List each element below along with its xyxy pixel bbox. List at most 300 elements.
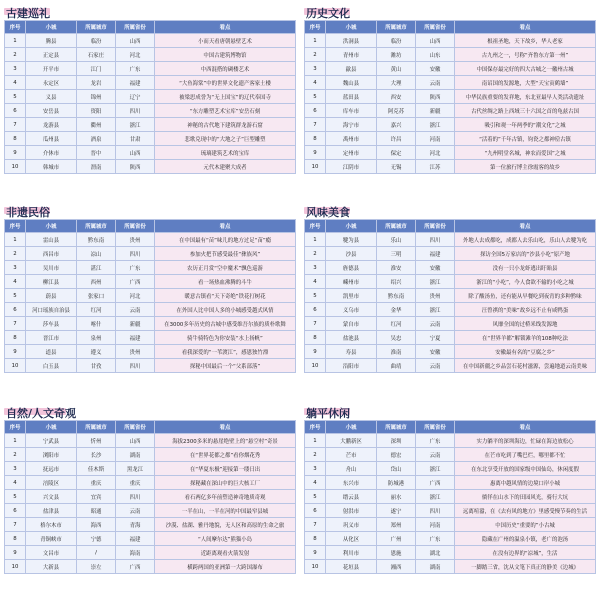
cell-highlight: 在外国人比中国人多的小城感受越式风情 [155, 303, 296, 317]
section-title [304, 201, 596, 219]
cell-town: 河口瑶族自治县 [26, 303, 77, 317]
cell-no: 6 [5, 303, 26, 317]
cell-highlight: 琉璃建筑艺术的宝库 [155, 146, 296, 160]
cell-highlight: 隐藏在广州的温泉小镇，老广的泡汤 [455, 532, 596, 546]
cell-highlight: “大鱼海棠”中的世界文化遗产客家土楼 [155, 76, 296, 90]
header-city: 所属城市 [77, 421, 116, 434]
cell-city: 凉山 [77, 247, 116, 261]
cell-no: 7 [305, 118, 326, 132]
table-row [5, 462, 296, 476]
cell-city: 酒泉 [77, 132, 116, 146]
cell-no: 9 [305, 546, 326, 560]
cell-city: 宜宾 [77, 490, 116, 504]
table-row [305, 233, 596, 247]
cell-town: 瓜州县 [26, 132, 77, 146]
section-title [4, 201, 296, 219]
header-town: 小城 [326, 21, 377, 34]
cell-province: 浙江 [416, 462, 455, 476]
cell-city: 曲靖 [377, 359, 416, 373]
cell-city: 佳木斯 [77, 462, 116, 476]
table-row [5, 90, 296, 104]
cell-city: 西安 [377, 90, 416, 104]
table-row [5, 518, 296, 532]
table-row [5, 504, 296, 518]
cell-town: 歙县 [326, 62, 377, 76]
cell-province: 浙江 [416, 303, 455, 317]
header-highlight: 看点 [155, 421, 296, 434]
cell-province: 四川 [116, 490, 155, 504]
cell-province: 山西 [116, 34, 155, 48]
cell-highlight: 在中国最有“苗”味儿的地方过足“苗”瘾 [155, 233, 296, 247]
section-title-text: 古建巡礼 [6, 7, 50, 20]
cell-city: 岱山 [377, 462, 416, 476]
table-row [5, 247, 296, 261]
header-highlight: 看点 [155, 220, 296, 233]
cell-town: 大新县 [26, 560, 77, 574]
cell-province: 贵州 [416, 289, 455, 303]
cell-town: 大鹏新区 [326, 434, 377, 448]
cell-no: 7 [5, 518, 26, 532]
cell-no: 8 [305, 532, 326, 546]
cell-city: 黄山 [377, 62, 416, 76]
cell-city: 德宏 [377, 448, 416, 462]
table-row [305, 62, 596, 76]
header-no: 序号 [305, 421, 326, 434]
cell-no: 1 [5, 233, 26, 247]
table-row [5, 345, 296, 359]
cell-city: 临汾 [377, 34, 416, 48]
cell-province: 广西 [416, 476, 455, 490]
cell-city: 资阳 [77, 104, 116, 118]
cell-town: 开平市 [26, 62, 77, 76]
town-table [4, 420, 296, 574]
cell-town: 犍为县 [326, 233, 377, 247]
cell-no: 8 [5, 532, 26, 546]
cell-city: 广州 [377, 532, 416, 546]
town-table [304, 420, 596, 574]
cell-city: 红河 [377, 317, 416, 331]
cell-town: 蔚县 [26, 289, 77, 303]
cell-town: 嵊州市 [326, 275, 377, 289]
cell-city: 无锡 [377, 160, 416, 174]
section-ancient-architecture [4, 2, 296, 174]
cell-town: 禹州市 [326, 132, 377, 146]
cell-town: 旌德县 [326, 261, 377, 275]
section-history-culture [304, 2, 596, 174]
cell-province: 福建 [116, 331, 155, 345]
cell-city: 江门 [77, 62, 116, 76]
town-table [304, 219, 596, 373]
cell-province: 云南 [116, 504, 155, 518]
cell-city: 长沙 [77, 448, 116, 462]
header-city: 所属城市 [377, 220, 416, 233]
table-row [305, 560, 596, 574]
cell-highlight: 风靡全国的过桥米线发源地 [455, 317, 596, 331]
cell-city: 淮安 [377, 261, 416, 275]
header-city: 所属城市 [377, 421, 416, 434]
cell-town: 道县 [26, 345, 77, 359]
table-header-row [305, 220, 596, 233]
cell-highlight: “人间摩尔达”熊猫小岛 [155, 532, 296, 546]
cell-highlight: 神秘的古代地下建筑群龙游石窟 [155, 118, 296, 132]
header-town: 小城 [26, 421, 77, 434]
cell-province: 四川 [416, 233, 455, 247]
cell-province: 河南 [416, 132, 455, 146]
cell-town: 浏阳市 [26, 448, 77, 462]
cell-highlight: 古代丝绸之路上西域三十六国之首的龟兹古国 [455, 104, 596, 118]
table-row [5, 560, 296, 574]
cell-highlight: 中华民族重要的发祥地，东北亚最早人类活动遗址 [455, 90, 596, 104]
cell-no: 4 [305, 76, 326, 90]
cell-province: 山西 [416, 34, 455, 48]
cell-province: 甘肃 [116, 132, 155, 146]
cell-town: 利川市 [326, 546, 377, 560]
cell-no: 2 [305, 48, 326, 62]
cell-city: 郑州 [377, 518, 416, 532]
cell-city: 三明 [377, 247, 416, 261]
cell-no: 10 [305, 560, 326, 574]
cell-city: / [77, 546, 116, 560]
cell-town: 蓝田县 [326, 90, 377, 104]
cell-province: 河北 [116, 48, 155, 62]
cell-no: 3 [305, 62, 326, 76]
cell-no: 4 [5, 275, 26, 289]
table-row [305, 434, 596, 448]
cell-town: 魏山县 [326, 76, 377, 90]
header-no: 序号 [305, 220, 326, 233]
cell-no: 9 [305, 146, 326, 160]
cell-city: 金华 [377, 303, 416, 317]
cell-highlight: 在东北享受开放的国家级中国仙岛，休闲度假 [455, 462, 596, 476]
cell-no: 9 [305, 345, 326, 359]
cell-province: 山东 [416, 48, 455, 62]
header-highlight: 看点 [455, 220, 596, 233]
cell-town: 永定区 [26, 76, 77, 90]
table-row [5, 317, 296, 331]
cell-highlight: 中国历史“重要的”小古城 [455, 518, 596, 532]
cell-highlight: 横跨两国的亚洲第一大跨国瀑布 [155, 560, 296, 574]
cell-province: 湖南 [116, 448, 155, 462]
cell-province: 浙江 [116, 118, 155, 132]
header-province: 所属省份 [416, 220, 455, 233]
table-row [5, 275, 296, 289]
cell-highlight: 悲歌兑现中的“大地之子”巨型雕塑 [155, 132, 296, 146]
cell-city: 甘孜 [77, 359, 116, 373]
cell-no: 1 [305, 34, 326, 48]
table-row [5, 132, 296, 146]
cell-town: 从化区 [326, 532, 377, 546]
section-title-text: 躺平休闲 [306, 407, 350, 420]
cell-highlight: 小而天看唐朝悬壁艺术 [155, 34, 296, 48]
section-intangible-heritage [4, 201, 296, 373]
cell-town: 柳江县 [26, 275, 77, 289]
table-row [305, 247, 596, 261]
cell-province: 青海 [116, 518, 155, 532]
cell-no: 2 [5, 448, 26, 462]
cell-town: 文昌市 [26, 546, 77, 560]
cell-highlight: 第一位旅行博主徐霞客的故乡 [455, 160, 596, 174]
table-header-row [305, 421, 596, 434]
table-row [305, 462, 596, 476]
header-town: 小城 [26, 220, 77, 233]
cell-province: 广西 [116, 275, 155, 289]
cell-no: 3 [305, 462, 326, 476]
cell-highlight: 中国保存最完好的四大古城之一徽州古城 [455, 62, 596, 76]
table-row [305, 546, 596, 560]
cell-highlight: 农历正月赏“空中魔术”飘色巡游 [155, 261, 296, 275]
cell-province: 山西 [116, 146, 155, 160]
cell-highlight: 元代木建聚大成者 [155, 160, 296, 174]
cell-highlight: 沙漠、盐湖、雅丹地貌，无人区和高原的生命之旅 [155, 518, 296, 532]
cell-no: 2 [5, 247, 26, 261]
cell-no: 8 [305, 331, 326, 345]
cell-no: 3 [5, 62, 26, 76]
section-title [304, 2, 596, 20]
cell-no: 10 [5, 560, 26, 574]
cell-town: 宁武县 [26, 434, 77, 448]
cell-highlight: 吸引和观一年两季的“潮文化”之城 [455, 118, 596, 132]
cell-highlight: 骑牛骑特色为你安装“水上扬帆” [155, 331, 296, 345]
cell-province: 贵州 [116, 345, 155, 359]
cell-town: 江阴市 [326, 160, 377, 174]
cell-highlight: 近距离观看火箭发射 [155, 546, 296, 560]
cell-no: 4 [305, 476, 326, 490]
table-row [305, 118, 596, 132]
cell-town: 涪陵区 [26, 476, 77, 490]
cell-no: 6 [305, 104, 326, 118]
table-row [305, 317, 596, 331]
table-row [305, 48, 596, 62]
table-row [305, 331, 596, 345]
cell-province: 四川 [116, 104, 155, 118]
header-city: 所属城市 [77, 21, 116, 34]
cell-town: 巩义市 [326, 518, 377, 532]
header-province: 所属省份 [416, 421, 455, 434]
cell-city: 湘西 [377, 560, 416, 574]
cell-province: 贵州 [116, 233, 155, 247]
cell-province: 云南 [116, 303, 155, 317]
cell-highlight: 在“世界花都之都”看你烟花秀 [155, 448, 296, 462]
cell-city: 潍坊 [377, 48, 416, 62]
cell-province: 广东 [416, 434, 455, 448]
section-title [4, 402, 296, 420]
cell-province: 新疆 [416, 104, 455, 118]
cell-province: 江苏 [416, 160, 455, 174]
cell-no: 7 [305, 518, 326, 532]
cell-no: 10 [5, 359, 26, 373]
cell-city: 昭通 [77, 504, 116, 518]
cell-province: 福建 [116, 532, 155, 546]
cell-town: 射洪市 [326, 504, 377, 518]
cell-no: 1 [305, 233, 326, 247]
cell-no: 8 [5, 132, 26, 146]
table-row [5, 34, 296, 48]
cell-city: 忻州 [77, 434, 116, 448]
cell-city: 崇左 [77, 560, 116, 574]
section-natural-wonders [4, 402, 296, 574]
cell-town: 介休市 [26, 146, 77, 160]
cell-no: 6 [305, 303, 326, 317]
section-title-text: 非遗民俗 [6, 206, 50, 219]
cell-city: 吴忠 [377, 331, 416, 345]
cell-city: 嘉兴 [377, 118, 416, 132]
cell-town: 凯里市 [326, 289, 377, 303]
cell-no: 10 [305, 359, 326, 373]
cell-highlight: 参加火把节感受最佳“彝族风” [155, 247, 296, 261]
cell-highlight: 在“世界羊都”解锁滩羊的108种吃法 [455, 331, 596, 345]
cell-no: 8 [305, 132, 326, 146]
cell-highlight: 中西混搭的碉楼艺术 [155, 62, 296, 76]
cell-town: 青铜峡市 [26, 532, 77, 546]
table-row [305, 359, 596, 373]
table-row [5, 448, 296, 462]
cell-highlight: 在3000多年历史的古城中感受维吾尔族的质朴歌舞 [155, 317, 296, 331]
cell-city: 泉州 [77, 331, 116, 345]
cell-highlight: 一脚踏三省，沈从文笔下真正的静美《边城》 [455, 560, 596, 574]
table-row [305, 518, 596, 532]
table-row [305, 34, 596, 48]
cell-no: 5 [5, 490, 26, 504]
cell-province: 海南 [116, 546, 155, 560]
cell-highlight: 看石两亿多年前塑造神奇地质奇观 [155, 490, 296, 504]
town-table [4, 219, 296, 373]
cell-province: 云南 [416, 76, 455, 90]
cell-province: 福建 [416, 247, 455, 261]
header-highlight: 看点 [455, 21, 596, 34]
cell-highlight: 实力躺平的深圳海边，忙碌在海边放松心 [455, 434, 596, 448]
cell-town: 义县 [26, 90, 77, 104]
cell-no: 6 [5, 104, 26, 118]
cell-town: 白玉县 [26, 359, 77, 373]
cell-no: 1 [5, 34, 26, 48]
town-table [304, 20, 596, 174]
table-row [5, 233, 296, 247]
table-row [305, 261, 596, 275]
cell-province: 河北 [416, 146, 455, 160]
cell-province: 浙江 [416, 275, 455, 289]
cell-province: 浙江 [416, 490, 455, 504]
table-row [5, 160, 296, 174]
table-row [5, 118, 296, 132]
table-row [5, 532, 296, 546]
cell-city: 龙岩 [77, 76, 116, 90]
cell-town: 格尔木市 [26, 518, 77, 532]
cell-highlight: 看我深爱的“一苇渡江”，感恩独竹漂 [155, 345, 296, 359]
table-row [5, 48, 296, 62]
cell-province: 安徽 [416, 261, 455, 275]
cell-town: 雷山县 [26, 233, 77, 247]
cell-highlight: 被梁思成誉为“无上国宝”的辽代奉国寺 [155, 90, 296, 104]
table-row [305, 289, 596, 303]
cell-highlight: “东方雕塑艺术宝库”安岳石刻 [155, 104, 296, 118]
header-province: 所属省份 [116, 220, 155, 233]
cell-highlight: 中国古建筑博物馆 [155, 48, 296, 62]
cell-city: 黔东南 [77, 233, 116, 247]
cell-province: 辽宁 [116, 90, 155, 104]
table-row [5, 476, 296, 490]
cell-town: 龙游县 [26, 118, 77, 132]
section-title [304, 402, 596, 420]
cell-highlight: “活着的”千年古镇，钧瓷之都神垕古镇 [455, 132, 596, 146]
cell-province: 河北 [116, 289, 155, 303]
cell-highlight: “九州明堂名城，神农而爱国”之城 [455, 146, 596, 160]
cell-town: 芒市 [326, 448, 377, 462]
cell-province: 安徽 [416, 62, 455, 76]
table-row [305, 132, 596, 146]
cell-highlight: 海拔2300多米的悬崖绝壁上的“悬空村”奇景 [155, 434, 296, 448]
section-local-food [304, 201, 596, 373]
section-title-text: 风味美食 [306, 206, 350, 219]
table-row [305, 76, 596, 90]
cell-city: 西州 [77, 275, 116, 289]
table-row [5, 62, 296, 76]
table-row [305, 104, 596, 118]
cell-highlight: 在芒市吃到了嘴巴烂，哪里都不忙 [455, 448, 596, 462]
cell-province: 四川 [116, 247, 155, 261]
cell-province: 湖南 [416, 560, 455, 574]
table-row [305, 532, 596, 546]
cell-city: 临汾 [77, 34, 116, 48]
header-no: 序号 [5, 220, 26, 233]
cell-city: 重庆 [77, 476, 116, 490]
cell-town: 沿阳市 [326, 359, 377, 373]
table-row [5, 146, 296, 160]
cell-town: 腾县 [26, 34, 77, 48]
table-row [5, 104, 296, 118]
header-province: 所属省份 [116, 21, 155, 34]
cell-province: 云南 [416, 448, 455, 462]
cell-town: 花垣县 [326, 560, 377, 574]
cell-highlight: 汪曾祺的“美味”故乡远不止有咸鸭蛋 [455, 303, 596, 317]
cell-city: 晋中 [77, 146, 116, 160]
table-row [5, 331, 296, 345]
cell-town: 缙云县 [326, 490, 377, 504]
cell-city: 锦州 [77, 90, 116, 104]
cell-highlight: 探秘中国最后一个“父系部落” [155, 359, 296, 373]
cell-highlight: 南诏国的发源地，大型“天宝寅鹤墙” [455, 76, 596, 90]
cell-city: 防城港 [377, 476, 416, 490]
cell-city: 大理 [377, 76, 416, 90]
table-header-row [5, 421, 296, 434]
cell-province: 黑龙江 [116, 462, 155, 476]
table-row [305, 345, 596, 359]
cell-province: 陕西 [116, 160, 155, 174]
table-row [5, 76, 296, 90]
table-row [5, 289, 296, 303]
section-leisure [304, 402, 596, 574]
header-no: 序号 [5, 21, 26, 34]
cell-city: 湛江 [77, 261, 116, 275]
header-province: 所属省份 [416, 21, 455, 34]
section-title-text: 历史文化 [306, 7, 350, 20]
cell-city: 遵义 [77, 345, 116, 359]
cell-town: 莎车县 [26, 317, 77, 331]
cell-province: 安徽 [416, 345, 455, 359]
cell-no: 9 [5, 345, 26, 359]
header-highlight: 看点 [155, 21, 296, 34]
cell-province: 河南 [416, 518, 455, 532]
cell-no: 1 [5, 434, 26, 448]
table-row [305, 490, 596, 504]
cell-town: 青州市 [326, 48, 377, 62]
cell-highlight: 暖意古镇看“天下奇绝”铁花打树花 [155, 289, 296, 303]
cell-no: 5 [5, 289, 26, 303]
table-row [5, 359, 296, 373]
cell-no: 3 [5, 261, 26, 275]
cell-highlight: 在中国新疆之乡品尝石花村滋源，尝遍地道云南美味 [455, 359, 596, 373]
cell-town: 韩城市 [26, 160, 77, 174]
cell-town: 盐池县 [326, 331, 377, 345]
